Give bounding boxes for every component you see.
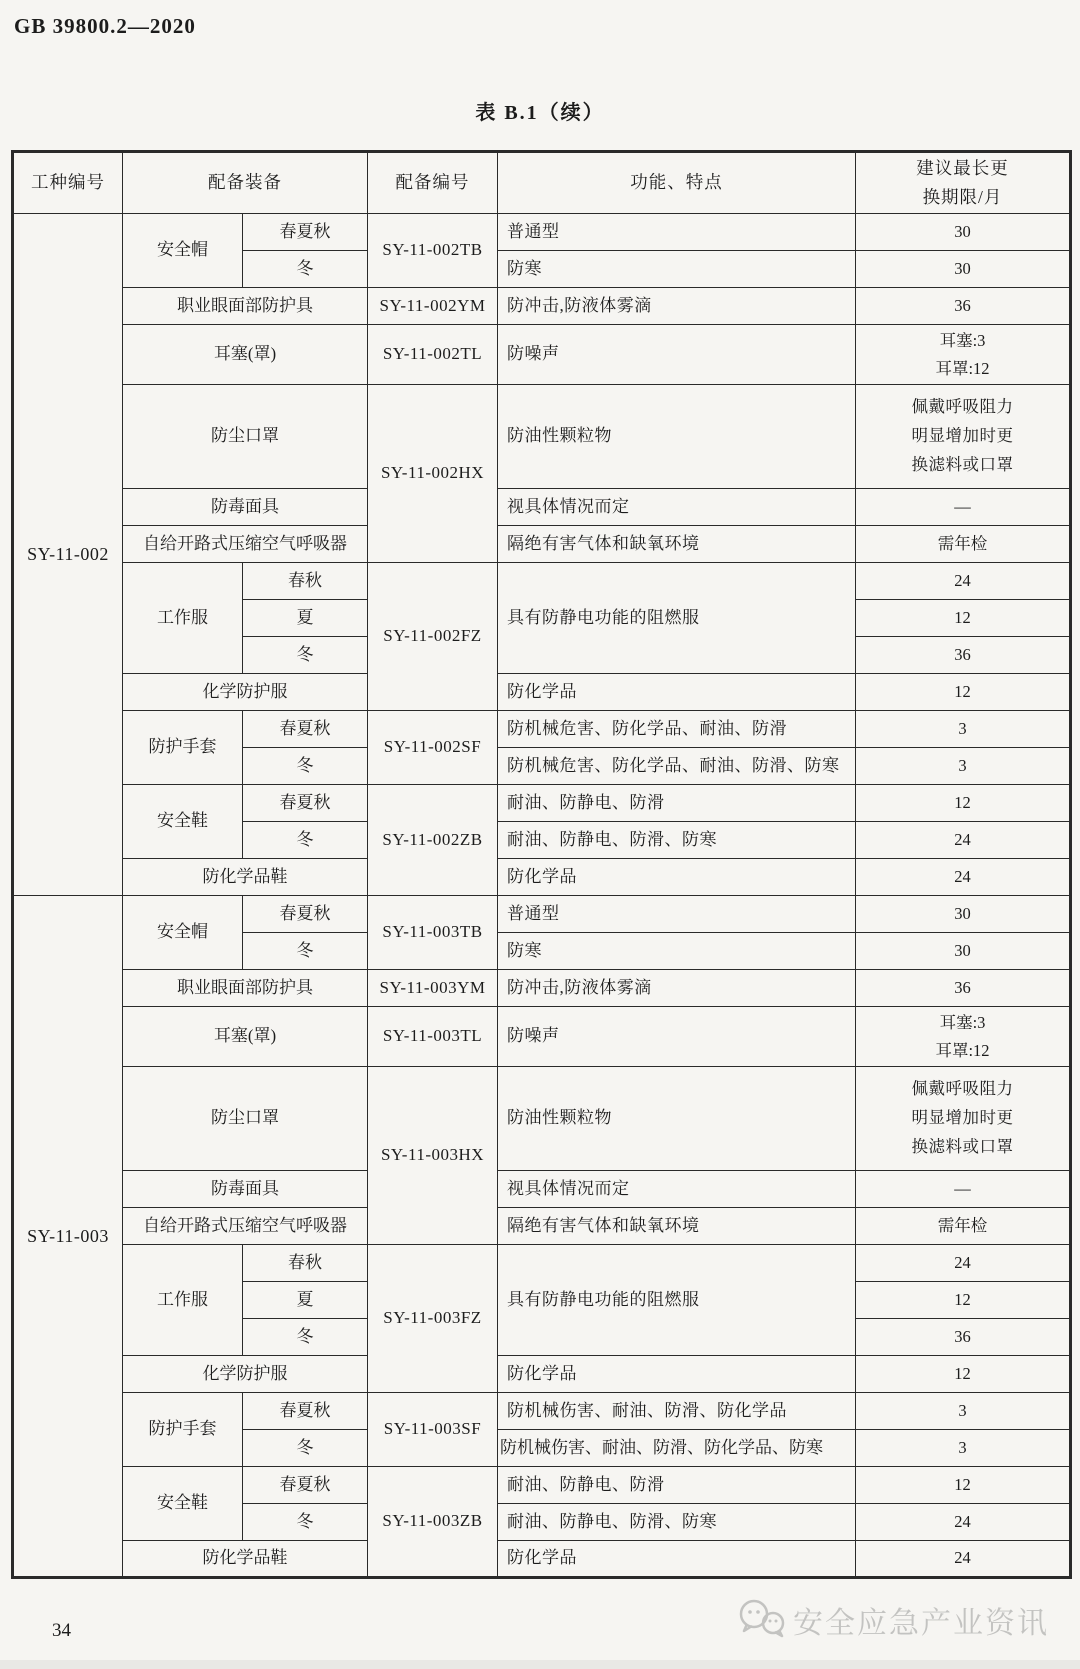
feature-cell: 普通型 xyxy=(498,214,856,251)
page-bottom-edge xyxy=(0,1660,1080,1669)
feature-cell: 防机械伤害、耐油、防滑、防化学品、防寒 xyxy=(498,1430,856,1467)
feature-cell: 防油性颗粒物 xyxy=(498,1067,856,1171)
equipment-code-cell: SY-11-002TL xyxy=(368,325,498,385)
equipment-name-cell: 化学防护服 xyxy=(123,674,368,711)
equipment-name-cell: 防化学品鞋 xyxy=(123,859,368,896)
table-row xyxy=(13,1393,1071,1430)
table-row xyxy=(13,970,1071,1007)
table-row xyxy=(13,1007,1071,1067)
feature-cell: 普通型 xyxy=(498,896,856,933)
table-row xyxy=(13,1541,1071,1578)
header-equipment: 配备装备 xyxy=(123,152,368,214)
feature-cell: 防机械危害、防化学品、耐油、防滑 xyxy=(498,711,856,748)
table-row xyxy=(13,711,1071,748)
season-cell: 冬 xyxy=(243,822,368,859)
table-row xyxy=(13,489,1071,526)
feature-cell: 视具体情况而定 xyxy=(498,1171,856,1208)
season-cell: 冬 xyxy=(243,251,368,288)
equipment-name-cell: 安全帽 xyxy=(123,214,243,288)
feature-cell: 防寒 xyxy=(498,251,856,288)
months-cell: — xyxy=(856,489,1071,526)
season-cell: 冬 xyxy=(243,637,368,674)
equipment-name-cell: 化学防护服 xyxy=(123,1356,368,1393)
months-cell: 3 xyxy=(856,711,1071,748)
table-row xyxy=(13,1171,1071,1208)
months-line: 耳罩:12 xyxy=(935,1040,990,1060)
feature-cell: 耐油、防静电、防滑、防寒 xyxy=(498,822,856,859)
feature-cell: 隔绝有害气体和缺氧环境 xyxy=(498,526,856,563)
feature-cell: 防油性颗粒物 xyxy=(498,385,856,489)
feature-cell: 防噪声 xyxy=(498,325,856,385)
months-cell: 12 xyxy=(856,600,1071,637)
wechat-logo-icon xyxy=(735,1597,787,1643)
equipment-code-cell: SY-11-002ZB xyxy=(368,785,498,896)
equipment-name-cell: 职业眼面部防护具 xyxy=(123,970,368,1007)
table-row xyxy=(13,1356,1071,1393)
equipment-name-cell: 自给开路式压缩空气呼吸器 xyxy=(123,1208,368,1245)
feature-cell: 防化学品 xyxy=(498,1356,856,1393)
months-cell: 36 xyxy=(856,970,1071,1007)
feature-cell: 隔绝有害气体和缺氧环境 xyxy=(498,1208,856,1245)
months-line: 佩戴呼吸阻力 xyxy=(911,397,1014,417)
months-line: 换滤料或口罩 xyxy=(911,1136,1014,1156)
season-cell: 春秋 xyxy=(243,563,368,600)
equipment-code-cell: SY-11-002FZ xyxy=(368,563,498,711)
equipment-table xyxy=(11,150,1072,1579)
months-cell: 24 xyxy=(856,1504,1071,1541)
table-row xyxy=(13,896,1071,933)
feature-cell: 具有防静电功能的阻燃服 xyxy=(498,563,856,674)
feature-cell: 防化学品 xyxy=(498,674,856,711)
season-cell: 春夏秋 xyxy=(243,214,368,251)
feature-cell: 防化学品 xyxy=(498,859,856,896)
feature-cell: 耐油、防静电、防滑、防寒 xyxy=(498,1504,856,1541)
equipment-name-cell: 防化学品鞋 xyxy=(123,1541,368,1578)
equipment-code-cell: SY-11-002TB xyxy=(368,214,498,288)
table-row xyxy=(13,325,1071,385)
equipment-name-cell: 工作服 xyxy=(123,1245,243,1356)
table-header-row xyxy=(13,152,1071,214)
months-cell: 24 xyxy=(856,563,1071,600)
feature-cell: 防机械危害、防化学品、耐油、防滑、防寒 xyxy=(498,748,856,785)
equipment-code-cell: SY-11-003TL xyxy=(368,1007,498,1067)
equipment-code-cell: SY-11-002SF xyxy=(368,711,498,785)
season-cell: 春夏秋 xyxy=(243,1467,368,1504)
months-line: 耳罩:12 xyxy=(935,358,990,378)
months-cell: 需年检 xyxy=(856,1208,1071,1245)
table-row xyxy=(13,1067,1071,1171)
equipment-name-cell: 耳塞(罩) xyxy=(123,1007,368,1067)
equipment-name-cell: 耳塞(罩) xyxy=(123,325,368,385)
months-cell: 30 xyxy=(856,251,1071,288)
standard-code: GB 39800.2—2020 xyxy=(14,14,196,38)
months-cell: 30 xyxy=(856,214,1071,251)
months-cell: 24 xyxy=(856,1245,1071,1282)
header-equipment-code: 配备编号 xyxy=(368,152,498,214)
header-replace-period-line1: 建议最长更 xyxy=(916,158,1009,179)
equipment-code-cell: SY-11-003YM xyxy=(368,970,498,1007)
equipment-name-cell: 自给开路式压缩空气呼吸器 xyxy=(123,526,368,563)
season-cell: 夏 xyxy=(243,600,368,637)
feature-cell: 防冲击,防液体雾滴 xyxy=(498,970,856,1007)
equipment-name-cell: 防毒面具 xyxy=(123,1171,368,1208)
season-cell: 春夏秋 xyxy=(243,785,368,822)
season-cell: 春夏秋 xyxy=(243,711,368,748)
months-line: 换滤料或口罩 xyxy=(911,454,1014,474)
months-cell: 12 xyxy=(856,674,1071,711)
header-replace-period xyxy=(856,152,1071,214)
months-cell: 36 xyxy=(856,1319,1071,1356)
watermark xyxy=(735,1597,1049,1643)
equipment-code-cell: SY-11-003ZB xyxy=(368,1467,498,1578)
months-cell: 24 xyxy=(856,1541,1071,1578)
page-number: 34 xyxy=(52,1620,71,1641)
months-cell: 24 xyxy=(856,859,1071,896)
feature-cell: 耐油、防静电、防滑 xyxy=(498,785,856,822)
equipment-code-cell: SY-11-003SF xyxy=(368,1393,498,1467)
table-title: 表 B.1（续） xyxy=(475,102,605,124)
months-cell: 3 xyxy=(856,1430,1071,1467)
months-cell: 12 xyxy=(856,1356,1071,1393)
months-cell: 3 xyxy=(856,748,1071,785)
season-cell: 春秋 xyxy=(243,1245,368,1282)
table-row xyxy=(13,1245,1071,1282)
equipment-table-container xyxy=(11,150,1069,1579)
months-line: 明显增加时更 xyxy=(911,1108,1014,1128)
months-line: 明显增加时更 xyxy=(911,426,1014,446)
season-cell: 冬 xyxy=(243,1319,368,1356)
table-row xyxy=(13,785,1071,822)
table-row xyxy=(13,1208,1071,1245)
equipment-name-cell: 工作服 xyxy=(123,563,243,674)
months-cell: 3 xyxy=(856,1393,1071,1430)
table-row xyxy=(13,1467,1071,1504)
feature-cell: 防化学品 xyxy=(498,1541,856,1578)
watermark-text: 安全应急产业资讯 xyxy=(793,1607,1049,1640)
season-cell: 春夏秋 xyxy=(243,1393,368,1430)
table-row xyxy=(13,859,1071,896)
feature-cell: 防寒 xyxy=(498,933,856,970)
equipment-name-cell: 防尘口罩 xyxy=(123,1067,368,1171)
equipment-code-cell: SY-11-003FZ xyxy=(368,1245,498,1393)
season-cell: 春夏秋 xyxy=(243,896,368,933)
table-row xyxy=(13,214,1071,251)
season-cell: 冬 xyxy=(243,748,368,785)
table-row xyxy=(13,674,1071,711)
table-row xyxy=(13,526,1071,563)
equipment-code-cell: SY-11-002YM xyxy=(368,288,498,325)
job-code-cell: SY-11-002 xyxy=(13,214,123,896)
equipment-name-cell: 安全帽 xyxy=(123,896,243,970)
months-cell: 24 xyxy=(856,822,1071,859)
months-cell xyxy=(856,325,1071,385)
feature-cell: 耐油、防静电、防滑 xyxy=(498,1467,856,1504)
months-line: 耳塞:3 xyxy=(939,331,986,351)
equipment-code-cell: SY-11-002HX xyxy=(368,385,498,563)
table-row xyxy=(13,385,1071,489)
equipment-name-cell: 安全鞋 xyxy=(123,785,243,859)
header-features: 功能、特点 xyxy=(498,152,856,214)
equipment-code-cell: SY-11-003TB xyxy=(368,896,498,970)
equipment-name-cell: 防护手套 xyxy=(123,711,243,785)
equipment-name-cell: 防尘口罩 xyxy=(123,385,368,489)
equipment-name-cell: 安全鞋 xyxy=(123,1467,243,1541)
feature-cell: 防机械伤害、耐油、防滑、防化学品 xyxy=(498,1393,856,1430)
equipment-code-cell: SY-11-003HX xyxy=(368,1067,498,1245)
equipment-name-cell: 防护手套 xyxy=(123,1393,243,1467)
season-cell: 冬 xyxy=(243,933,368,970)
table-row xyxy=(13,563,1071,600)
months-cell xyxy=(856,385,1071,489)
months-cell: 需年检 xyxy=(856,526,1071,563)
header-replace-period-line2: 换期限/月 xyxy=(922,187,1003,207)
feature-cell: 防冲击,防液体雾滴 xyxy=(498,288,856,325)
months-cell: 12 xyxy=(856,785,1071,822)
months-line: 佩戴呼吸阻力 xyxy=(911,1079,1014,1099)
months-cell: 36 xyxy=(856,288,1071,325)
season-cell: 冬 xyxy=(243,1504,368,1541)
equipment-name-cell: 防毒面具 xyxy=(123,489,368,526)
months-cell xyxy=(856,1067,1071,1171)
equipment-name-cell: 职业眼面部防护具 xyxy=(123,288,368,325)
feature-cell: 防噪声 xyxy=(498,1007,856,1067)
header-job-code: 工种编号 xyxy=(13,152,123,214)
months-cell xyxy=(856,1007,1071,1067)
feature-cell: 视具体情况而定 xyxy=(498,489,856,526)
months-cell: 36 xyxy=(856,637,1071,674)
season-cell: 冬 xyxy=(243,1430,368,1467)
months-cell: 12 xyxy=(856,1467,1071,1504)
months-line: 耳塞:3 xyxy=(939,1013,986,1033)
months-cell: 30 xyxy=(856,933,1071,970)
months-cell: 30 xyxy=(856,896,1071,933)
season-cell: 夏 xyxy=(243,1282,368,1319)
months-cell: — xyxy=(856,1171,1071,1208)
feature-cell: 具有防静电功能的阻燃服 xyxy=(498,1245,856,1356)
table-row xyxy=(13,288,1071,325)
job-code-cell: SY-11-003 xyxy=(13,896,123,1578)
months-cell: 12 xyxy=(856,1282,1071,1319)
